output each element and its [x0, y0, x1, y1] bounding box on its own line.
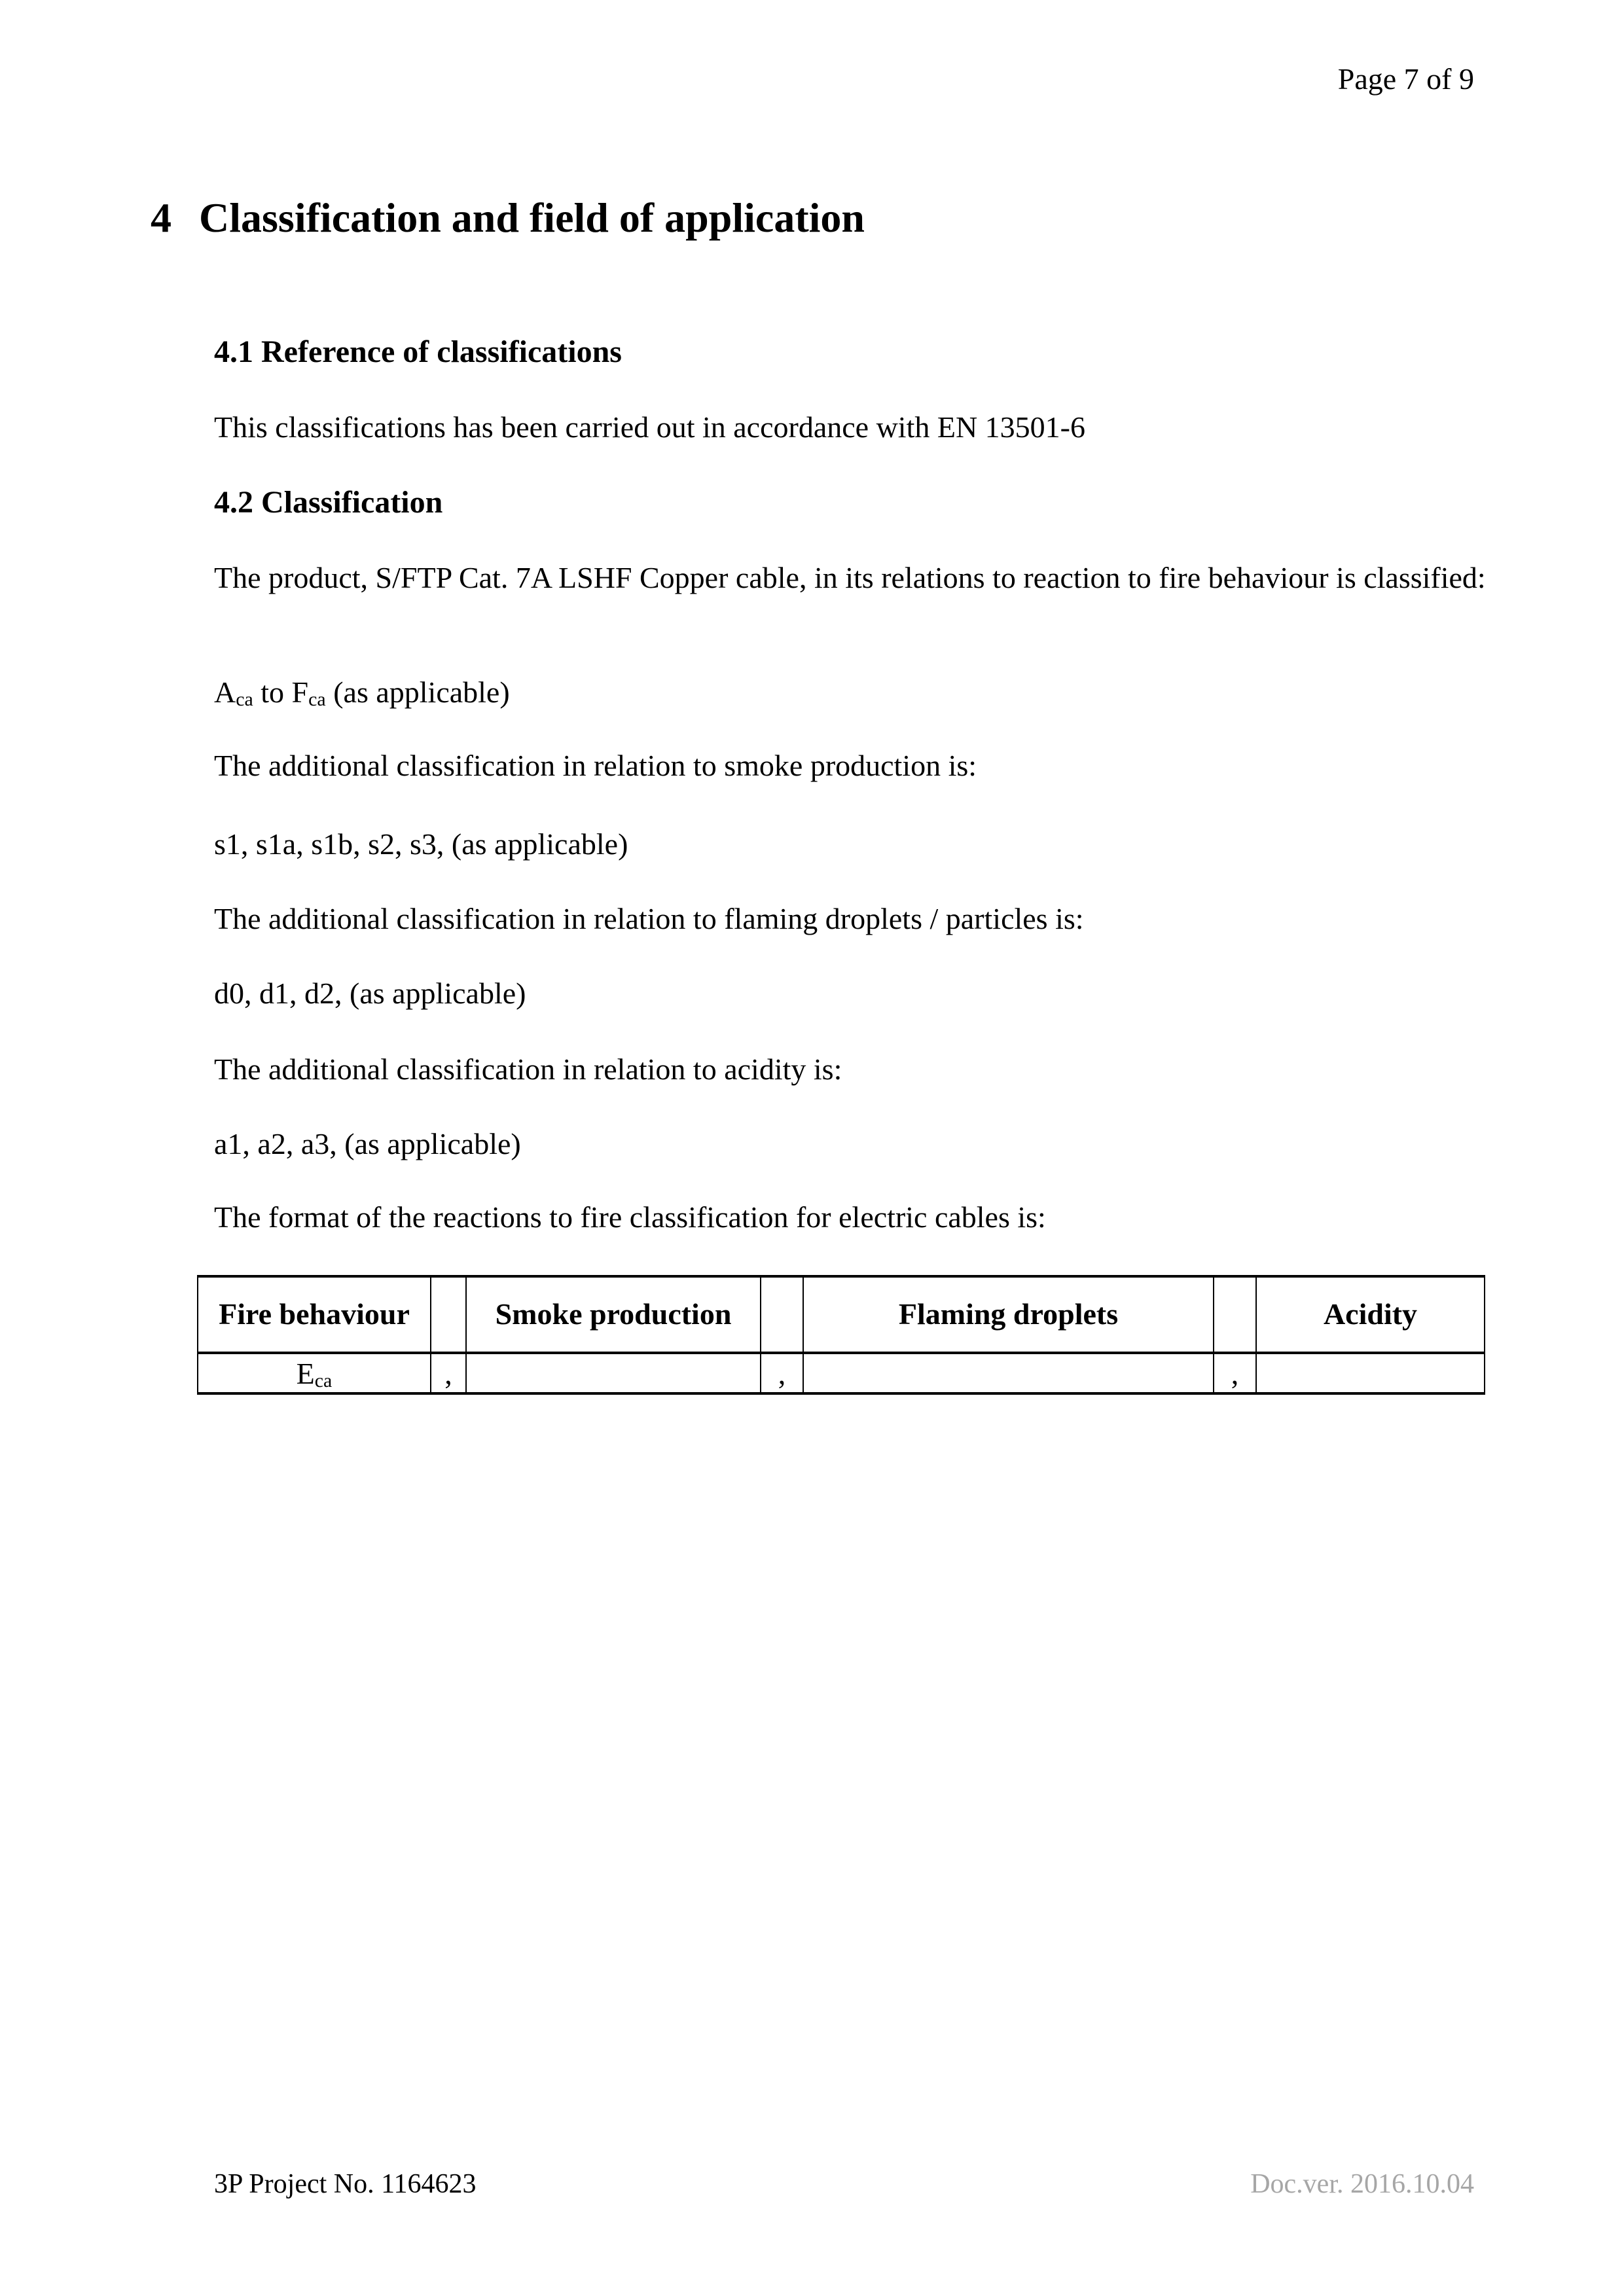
header-flaming-droplets: Flaming droplets: [803, 1276, 1214, 1353]
header-smoke-production: Smoke production: [466, 1276, 761, 1353]
smoke-values: s1, s1a, s1b, s2, s3, (as applicable): [214, 827, 628, 861]
table-header-row: [198, 1276, 1485, 1353]
cell-flaming-droplets: [803, 1353, 1214, 1393]
paragraph-format-label: The format of the reactions to fire classification for electric cables is:: [214, 1200, 1046, 1234]
fire-class-main1: A: [214, 675, 236, 709]
fire-class-value-sub: ca: [314, 1370, 333, 1392]
droplets-values: d0, d1, d2, (as applicable): [214, 977, 526, 1010]
paragraph-reference: This classifications has been carried out in accordance with EN 13501-6: [214, 410, 1085, 444]
page-indicator: Page 7 of 9: [1337, 62, 1474, 96]
subsection-heading-4-1: 4.1 Reference of classifications: [214, 334, 622, 369]
paragraph-acidity-label: The additional classification in relation to acidity is:: [214, 1052, 842, 1086]
header-separator-2: [761, 1276, 803, 1353]
cell-separator-2: ,: [761, 1353, 803, 1393]
classification-format-table: [197, 1275, 1485, 1395]
cell-separator-3: ,: [1214, 1353, 1256, 1393]
cell-fire-behaviour: [198, 1353, 431, 1393]
header-fire-behaviour: Fire behaviour: [198, 1276, 431, 1353]
table-row: [198, 1353, 1485, 1393]
paragraph-smoke-label: The additional classification in relation to smoke production is:: [214, 749, 977, 782]
header-separator-3: [1214, 1276, 1256, 1353]
cell-smoke-production: [466, 1353, 761, 1393]
fire-class-range: [214, 673, 1497, 712]
section-title-text: Classification and field of application: [199, 194, 865, 241]
fire-class-value-main: E: [296, 1357, 315, 1391]
paragraph-droplets-label: The additional classification in relation to flaming droplets / particles is:: [214, 902, 1084, 935]
fire-class-mid: to F: [253, 675, 309, 709]
cell-acidity: [1256, 1353, 1485, 1393]
fire-class-sub2: ca: [308, 688, 326, 710]
fire-class-sub1: ca: [236, 688, 253, 710]
section-number: 4: [151, 194, 171, 241]
section-title: [151, 195, 865, 241]
acidity-values: a1, a2, a3, (as applicable): [214, 1127, 521, 1160]
header-separator-1: [431, 1276, 466, 1353]
paragraph-product-intro: The product, S/FTP Cat. 7A LSHF Copper cable, in its relations to reaction to fire behaviour is classified:: [214, 561, 1486, 594]
header-acidity: Acidity: [1256, 1276, 1485, 1353]
subsection-heading-4-2: 4.2 Classification: [214, 485, 443, 520]
footer-doc-version: Doc.ver. 2016.10.04: [1250, 2169, 1474, 2199]
footer-project-number: 3P Project No. 1164623: [214, 2169, 477, 2199]
cell-separator-1: ,: [431, 1353, 466, 1393]
fire-class-tail: (as applicable): [325, 675, 510, 709]
